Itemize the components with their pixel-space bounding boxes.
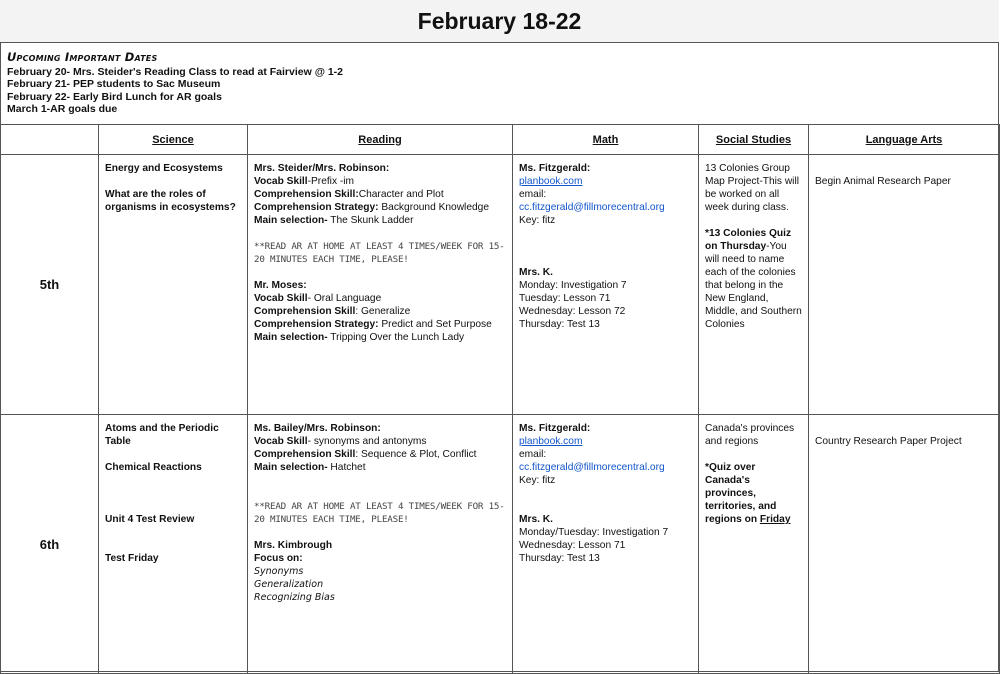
main-selection: Hatchet [327, 462, 366, 473]
focus-item: Recognizing Bias [254, 592, 335, 603]
g6-reading-teacher-2: Mrs. Kimbrough [254, 540, 333, 551]
vocab-skill: - Oral Language [307, 293, 382, 304]
page-title: February 18-22 [0, 0, 999, 43]
grade-6-row [1, 415, 1000, 674]
math-line: Monday: Investigation 7 [519, 280, 627, 291]
email-label: email: [519, 189, 547, 200]
g5-social-cell [699, 155, 809, 415]
planbook-link[interactable]: planbook.com [519, 176, 583, 187]
g5-math-teacher-2: Mrs. K. [519, 267, 553, 278]
science-header: Science [99, 125, 248, 155]
header-row [1, 125, 1000, 155]
math-line: Thursday: Test 13 [519, 553, 600, 564]
g6-math-teacher-1: Ms. Fitzgerald: [519, 423, 591, 434]
corner-header [1, 125, 99, 155]
comprehension-skill: Character and Plot [358, 189, 444, 200]
vocab-skill: -Prefix -im [307, 176, 355, 187]
upcoming-dates [7, 51, 343, 116]
social-studies-header: Social Studies [699, 125, 809, 155]
planbook-link[interactable]: planbook.com [519, 436, 583, 447]
g5-math-teacher-1: Ms. Fitzgerald: [519, 163, 591, 174]
math-line: Thursday: Test 13 [519, 319, 600, 330]
main-selection-label: Main selection- [254, 462, 328, 473]
vocab-label: Vocab Skill [254, 176, 308, 187]
planbook-key: Key: fitz [519, 475, 556, 486]
g5-social-quiz-detail: -You will need to name each of the colonies that belong in the New England, Middle, and Southern Colonies [705, 241, 802, 330]
main-selection-label: Main selection- [254, 332, 328, 343]
g6-science-cell [99, 415, 248, 674]
g5-science-question: What are the roles of organisms in ecosystems? [105, 189, 236, 213]
g6-math-teacher-2: Mrs. K. [519, 514, 553, 525]
math-line: Monday/Tuesday: Investigation 7 [519, 527, 669, 538]
email-address[interactable]: cc.fitzgerald@fillmorecentral.org [519, 462, 665, 473]
comprehension-strategy: Predict and Set Purpose [378, 319, 492, 330]
comprehension-skill: : Sequence & Plot, Conflict [355, 449, 477, 460]
schedule-table [0, 124, 1000, 674]
comprehension-strategy: Background Knowledge [378, 202, 489, 213]
g6-reading-teacher-1: Ms. Bailey/Mrs. Robinson: [254, 423, 381, 434]
focus-label: Focus on: [254, 553, 303, 564]
email-address[interactable]: cc.fitzgerald@fillmorecentral.org [519, 202, 665, 213]
date-item: February 20- Mrs. Steider's Reading Class to read at Fairview @ 1-2 [7, 65, 344, 78]
g6-social-quiz: *Quiz over Canada's provinces, territories, and regions on [705, 462, 777, 525]
vocab-label: Vocab Skill [254, 436, 308, 447]
g6-language-arts-cell [809, 415, 1000, 674]
g6-language-arts: Country Research Paper Project [815, 436, 962, 447]
g6-science-item: Atoms and the Periodic Table [105, 423, 219, 447]
g6-science-item: Unit 4 Test Review [105, 514, 195, 525]
comprehension-label: Comprehension Skill [254, 449, 356, 460]
date-item: February 22- Early Bird Lunch for AR goals [7, 90, 222, 103]
main-selection: The Skunk Ladder [327, 215, 414, 226]
vocab-skill: - synonyms and antonyms [307, 436, 427, 447]
comprehension-skill: : Generalize [355, 306, 411, 317]
g5-social-quiz-title: *13 Colonies Quiz on Thursday [705, 228, 792, 252]
grade-5-label: 5th [1, 155, 99, 415]
comprehension-label: Comprehension Skill: [254, 189, 359, 200]
language-arts-header: Language Arts [809, 125, 1000, 155]
g5-language-arts: Begin Animal Research Paper [815, 176, 951, 187]
math-line: Wednesday: Lesson 72 [519, 306, 626, 317]
main-selection: Tripping Over the Lunch Lady [327, 332, 465, 343]
main-selection-label: Main selection- [254, 215, 328, 226]
g5-language-arts-cell [809, 155, 1000, 415]
date-item: March 1-AR goals due [7, 103, 118, 115]
reading-header: Reading [248, 125, 513, 155]
g5-reading-cell [248, 155, 513, 415]
g5-reading-teacher-1: Mrs. Steider/Mrs. Robinson: [254, 163, 390, 174]
grade-5-row [1, 155, 1000, 415]
math-line: Wednesday: Lesson 71 [519, 540, 626, 551]
g5-reading-teacher-2: Mr. Moses: [254, 280, 307, 291]
math-header: Math [513, 125, 699, 155]
email-label: email: [519, 449, 547, 460]
g6-social-quiz-day: Friday [759, 514, 791, 525]
math-line: Tuesday: Lesson 71 [519, 293, 611, 304]
g6-social-cell [699, 415, 809, 674]
grade-6-label: 6th [1, 415, 99, 674]
vocab-label: Vocab Skill [254, 293, 308, 304]
g6-science-item: Test Friday [105, 553, 159, 564]
focus-item: Generalization [254, 579, 324, 590]
planbook-key: Key: fitz [519, 215, 556, 226]
strategy-label: Comprehension Strategy: [254, 202, 379, 213]
g6-math-cell [513, 415, 699, 674]
g6-science-item: Chemical Reactions [105, 462, 202, 473]
ar-reading-note: **READ AR AT HOME AT LEAST 4 TIMES/WEEK FOR 15-20 MINUTES EACH TIME, PLEASE! [254, 241, 505, 265]
g6-social-provinces: Canada's provinces and regions [705, 423, 795, 447]
g5-science-cell [99, 155, 248, 415]
strategy-label: Comprehension Strategy: [254, 319, 379, 330]
g5-science-topic: Energy and Ecosystems [105, 163, 223, 174]
comprehension-label: Comprehension Skill [254, 306, 356, 317]
ar-reading-note: **READ AR AT HOME AT LEAST 4 TIMES/WEEK FOR 15-20 MINUTES EACH TIME, PLEASE! [254, 501, 505, 525]
g6-reading-cell [248, 415, 513, 674]
upcoming-heading: Upcoming Important Dates [7, 50, 158, 64]
g5-math-cell [513, 155, 699, 415]
focus-item: Synonyms [254, 566, 304, 577]
date-item: February 21- PEP students to Sac Museum [7, 78, 221, 90]
g5-social-project: 13 Colonies Group Map Project-This will be worked on all week during class. [705, 163, 799, 213]
